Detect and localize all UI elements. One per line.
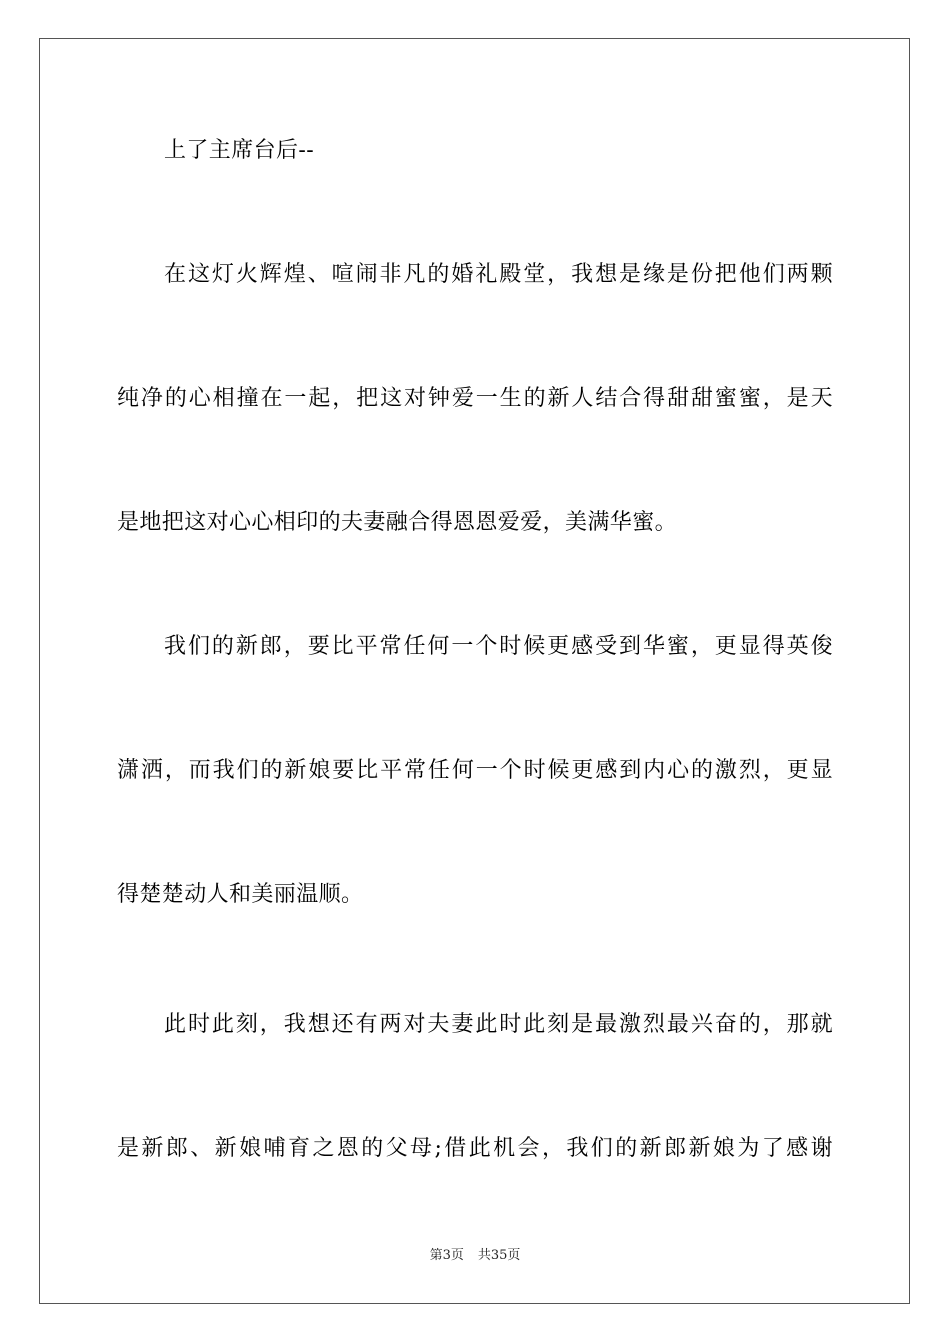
paragraph-line: 是地把这对心心相印的夫妻融合得恩恩爱爱，美满华蜜。 — [117, 510, 678, 535]
paragraph-line: 纯净的心相撞在一起，把这对钟爱一生的新人结合得甜甜蜜蜜，是天 — [117, 386, 833, 411]
paragraph-line: 是新郎、新娘哺育之恩的父母;借此机会，我们的新郎新娘为了感谢 — [117, 1136, 833, 1161]
paragraph-line: 上了主席台后-- — [164, 138, 315, 163]
paragraph-line: 在这灯火辉煌、喧闹非凡的婚礼殿堂，我想是缘是份把他们两颗 — [164, 262, 833, 287]
paragraph-line: 此时此刻，我想还有两对夫妻此时此刻是最激烈最兴奋的，那就 — [164, 1012, 833, 1037]
paragraph-line: 得楚楚动人和美丽温顺。 — [117, 882, 364, 907]
page-border — [39, 38, 910, 1304]
current-page-number: 第3页 — [429, 1248, 464, 1263]
paragraph-line: 我们的新郎，要比平常任何一个时候更感受到华蜜，更显得英俊 — [164, 634, 833, 659]
page-footer — [0, 1247, 950, 1265]
total-page-count: 共35页 — [477, 1248, 521, 1263]
paragraph-line: 潇洒，而我们的新娘要比平常任何一个时候更感到内心的激烈，更显 — [117, 758, 833, 783]
